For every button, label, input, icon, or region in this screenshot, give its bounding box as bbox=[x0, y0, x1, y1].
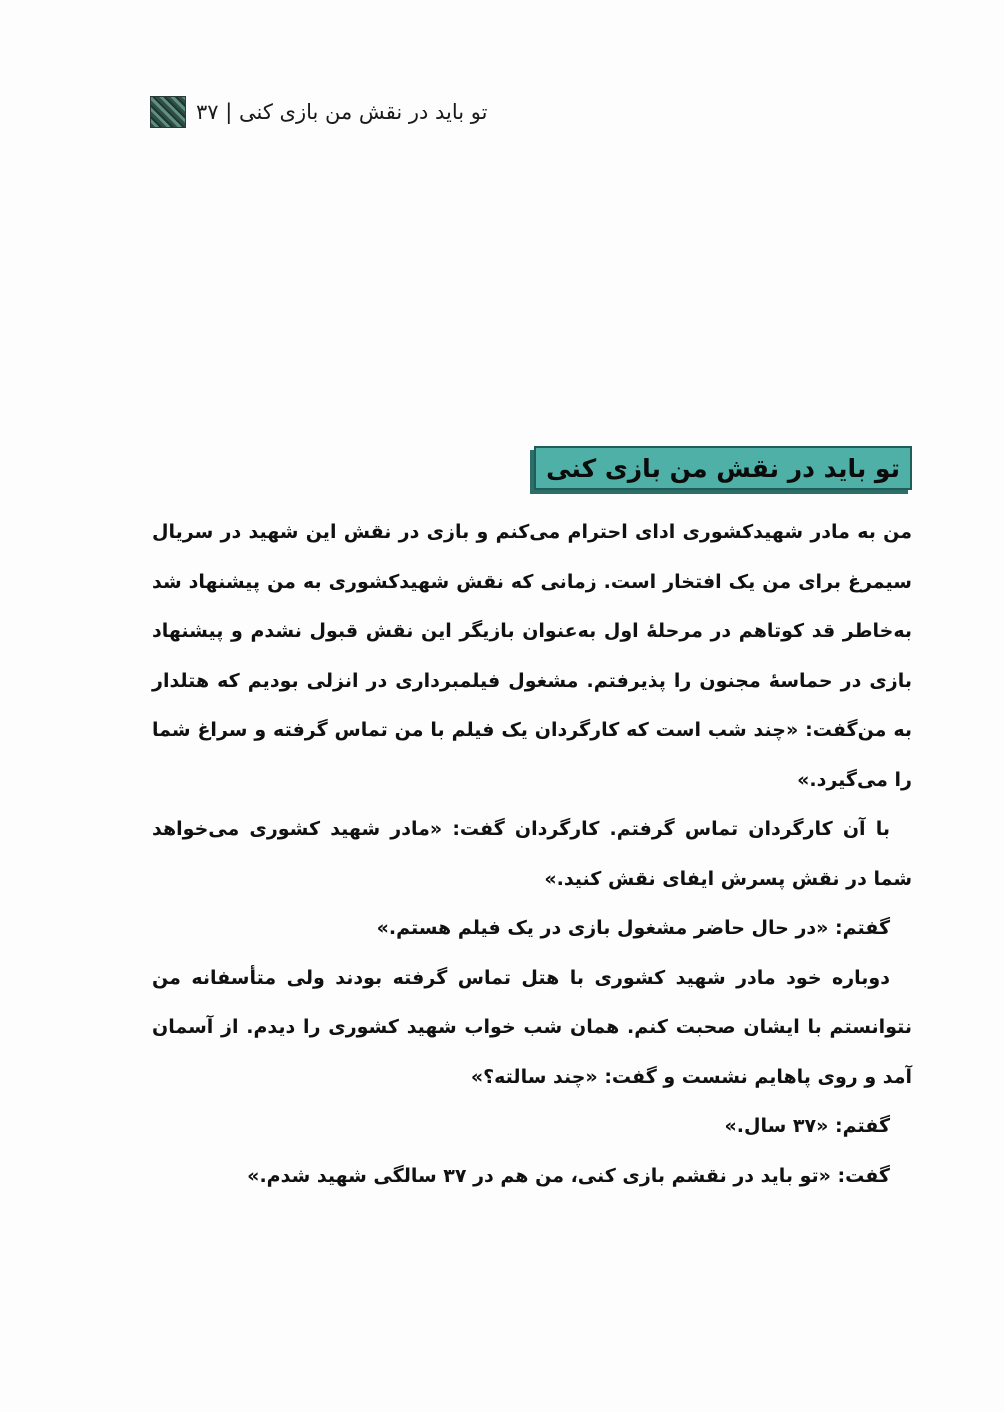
chapter-title-box bbox=[534, 446, 912, 490]
chapter-body bbox=[152, 508, 912, 1201]
running-header-title bbox=[196, 100, 488, 124]
page-number: ۳۷ bbox=[196, 100, 219, 124]
paragraph-2: با آن کارگردان تماس گرفتم. کارگردان گفت: «مادر شهید کشوری می‌خواهد شما در نقش پسرش ایفای نقش کنید.» bbox=[152, 818, 912, 890]
chapter-title: تو باید در نقش من بازی کنی bbox=[546, 453, 900, 483]
running-title: تو باید در نقش من بازی کنی bbox=[239, 100, 488, 124]
running-header bbox=[150, 92, 488, 132]
paragraph-5: گفتم: «۳۷ سال.» bbox=[724, 1115, 890, 1137]
paragraph-4: دوباره خود مادر شهید کشوری با هتل تماس گرفته بودند ولی متأسفانه من نتوانستم با ایشان صحبت کنم. همان شب خواب شهید کشوری را دیدم. از آسمان آمد و روی پاهایم نشست و گفت: «چند سالته؟» bbox=[152, 966, 912, 1088]
paragraph-6: گفت: «تو باید در نقشم بازی کنی، من هم در ۳۷ سالگی شهید شدم.» bbox=[247, 1164, 890, 1187]
running-header-separator: | bbox=[218, 100, 233, 124]
header-ornament-icon bbox=[150, 96, 186, 128]
paragraph-3: گفتم: «در حال حاضر مشغول بازی در یک فیلم هستم.» bbox=[376, 917, 890, 939]
paragraph-1: من به مادر شهیدکشوری ادای احترام می‌کنم و بازی در نقش این شهید در سریال سیمرغ برای من یک افتخار است. زمانی که نقش شهیدکشوری به من پیشنهاد شد به‌خاطر قد کوتاهم در مرحلهٔ اول به‌عنوان بازیگر این نقش قبول نشدم و پیشنهاد بازی در حماسهٔ مجنون را پذیرفتم. مشغول فیلمبرداری در انزلی بودیم که هتلدار به من‌گفت: «چند شب است که کارگردان یک فیلم با من تماس گرفته و سراغ شما را می‌گیرد.» bbox=[152, 521, 912, 791]
